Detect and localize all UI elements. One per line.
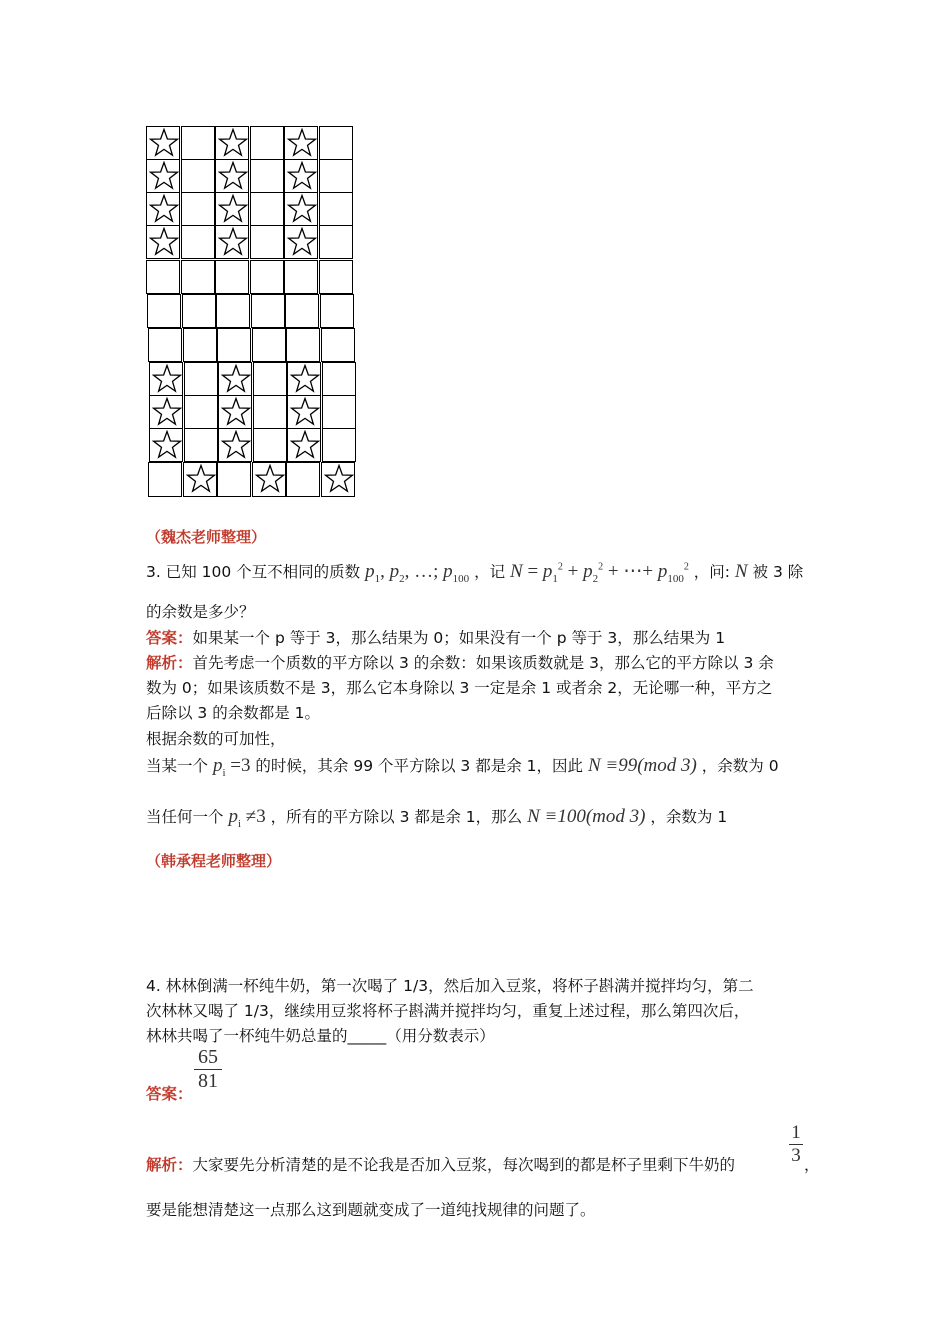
answer-fraction: $\frac{65}{81}$ (194, 1046, 222, 1093)
star-cell (284, 126, 318, 160)
grid-cell (286, 462, 320, 497)
grid-cell (319, 225, 353, 259)
question-3-analysis-3: 后除以 3 的余数都是 1。 (146, 704, 321, 722)
grid-cell (253, 395, 287, 429)
star-icon (287, 227, 317, 257)
grid-cell (146, 260, 180, 294)
star-icon (149, 194, 179, 224)
star-cell (287, 428, 321, 462)
grid-cell (285, 294, 319, 328)
grid-cell (319, 260, 353, 294)
star-cell (215, 126, 249, 160)
grid-cell (147, 294, 181, 328)
grid-cell (217, 328, 251, 362)
question-4-line2: 次林林又喝了 1/3，继续用豆浆将杯子斟满并搅拌均匀，重复上述过程，那么第四次后， (146, 1002, 750, 1020)
grid-cell (184, 428, 218, 462)
question-4-analysis-2: 要是能想清楚这一点那么这到题就变成了一道纯找规律的问题了。 (146, 1201, 596, 1219)
star-icon (255, 464, 285, 494)
grid-cell (320, 294, 354, 328)
star-icon (221, 364, 251, 394)
grid-cell (216, 294, 250, 328)
star-cell (215, 192, 249, 226)
grid-cell (148, 328, 182, 362)
grid-cell (181, 225, 215, 259)
star-icon (152, 397, 182, 427)
star-icon (221, 430, 251, 460)
question-3-analysis-4: 根据余数的可加性， (146, 730, 286, 748)
question-3-case-1: 当某一个 $p_i =3$ 的时候，其余 99 个平方除以 3 都是余 1，因此 N ≡99(mod 3) ，余数为 0 (146, 755, 779, 779)
star-icon (218, 227, 248, 257)
grid-cell (322, 362, 356, 396)
star-cell (321, 462, 355, 497)
star-icon (287, 128, 317, 158)
star-icon (324, 464, 354, 494)
grid-cell (284, 260, 318, 294)
star-icon (287, 161, 317, 191)
star-icon (290, 430, 320, 460)
grid-cell (250, 192, 284, 226)
one-third-fraction: $\frac{1}{3}$ (789, 1122, 803, 1167)
grid-cell (184, 362, 218, 396)
grid-cell (181, 260, 215, 294)
star-cell (146, 126, 180, 160)
question-4-answer-label: 答案： (146, 1085, 193, 1103)
grid-cell (181, 126, 215, 160)
star-icon (218, 194, 248, 224)
question-3-line2: 的余数是多少？ (146, 603, 255, 621)
star-cell (146, 225, 180, 259)
star-icon (149, 161, 179, 191)
question-3-case-2: 当任何一个 $p_i \ne 3$ ，所有的平方除以 3 都是余 1，那么 N ≡100(mod 3) ，余数为 1 (146, 806, 728, 830)
star-cell (149, 362, 183, 396)
question-3-line1: 3. 已知 100 个互不相同的质数 $p_1$, $p_2$, …; $p_{100}$ ，记 $N = p_1^2 + p_2^2$ + ⋯+ $p_{100}^2$ ，问: N 被 3 除 (146, 561, 804, 585)
editor-note-2: （韩承程老师整理） (146, 852, 282, 870)
star-cell (183, 462, 217, 497)
star-icon (149, 227, 179, 257)
grid-cell (148, 462, 182, 497)
grid-cell (181, 192, 215, 226)
star-icon (290, 364, 320, 394)
star-cell (287, 395, 321, 429)
grid-cell (182, 294, 216, 328)
grid-cell (319, 192, 353, 226)
star-cell (218, 362, 252, 396)
grid-cell (322, 395, 356, 429)
grid-cell (215, 260, 249, 294)
grid-cell (253, 362, 287, 396)
question-3-answer: 答案：如果某一个 p 等于 3，那么结果为 0；如果没有一个 p 等于 3，那么结果为 1 (146, 629, 726, 647)
grid-cell (250, 126, 284, 160)
grid-cell (181, 159, 215, 193)
grid-cell (184, 395, 218, 429)
star-cell (287, 362, 321, 396)
star-cell (284, 192, 318, 226)
star-cell (215, 225, 249, 259)
star-icon (290, 397, 320, 427)
star-cell (146, 159, 180, 193)
star-cell (149, 428, 183, 462)
star-cell (284, 225, 318, 259)
grid-cell (250, 225, 284, 259)
grid-cell (217, 462, 251, 497)
star-cell (146, 192, 180, 226)
grid-cell (250, 260, 284, 294)
analysis-comma: ， (804, 1156, 820, 1174)
grid-cell (252, 328, 286, 362)
question-4-analysis-1: 解析：大家要先分析清楚的是不论我是否加入豆浆，每次喝到的都是杯子里剩下牛奶的 (146, 1156, 736, 1174)
editor-note-1: （魏杰老师整理） (146, 528, 267, 546)
star-cell (252, 462, 286, 497)
star-icon (218, 128, 248, 158)
star-icon (152, 364, 182, 394)
grid-cell (286, 328, 320, 362)
star-icon (221, 397, 251, 427)
star-cell (218, 428, 252, 462)
question-4-line3: 林林共喝了一杯纯牛奶总量的_____（用分数表示） (146, 1027, 495, 1045)
star-cell (215, 159, 249, 193)
star-icon (186, 464, 216, 494)
grid-cell (322, 428, 356, 462)
question-3-analysis-2: 数为 0；如果该质数不是 3，那么它本身除以 3 一定是余 1 或者余 2，无论哪一种，平方之 (146, 679, 773, 697)
star-cell (218, 395, 252, 429)
star-icon (287, 194, 317, 224)
grid-cell (319, 126, 353, 160)
grid-cell (253, 428, 287, 462)
question-3-analysis-1: 解析：首先考虑一个质数的平方除以 3 的余数：如果该质数就是 3，那么它的平方除以 3 余 (146, 654, 774, 672)
question-4-line1: 4. 林林倒满一杯纯牛奶，第一次喝了 1/3，然后加入豆浆，将杯子斟满并搅拌均匀，第二 (146, 977, 754, 995)
grid-cell (251, 294, 285, 328)
grid-cell (319, 159, 353, 193)
star-cell (284, 159, 318, 193)
star-cell (149, 395, 183, 429)
grid-cell (183, 328, 217, 362)
star-icon (218, 161, 248, 191)
grid-cell (250, 159, 284, 193)
star-icon (149, 128, 179, 158)
grid-cell (321, 328, 355, 362)
star-icon (152, 430, 182, 460)
